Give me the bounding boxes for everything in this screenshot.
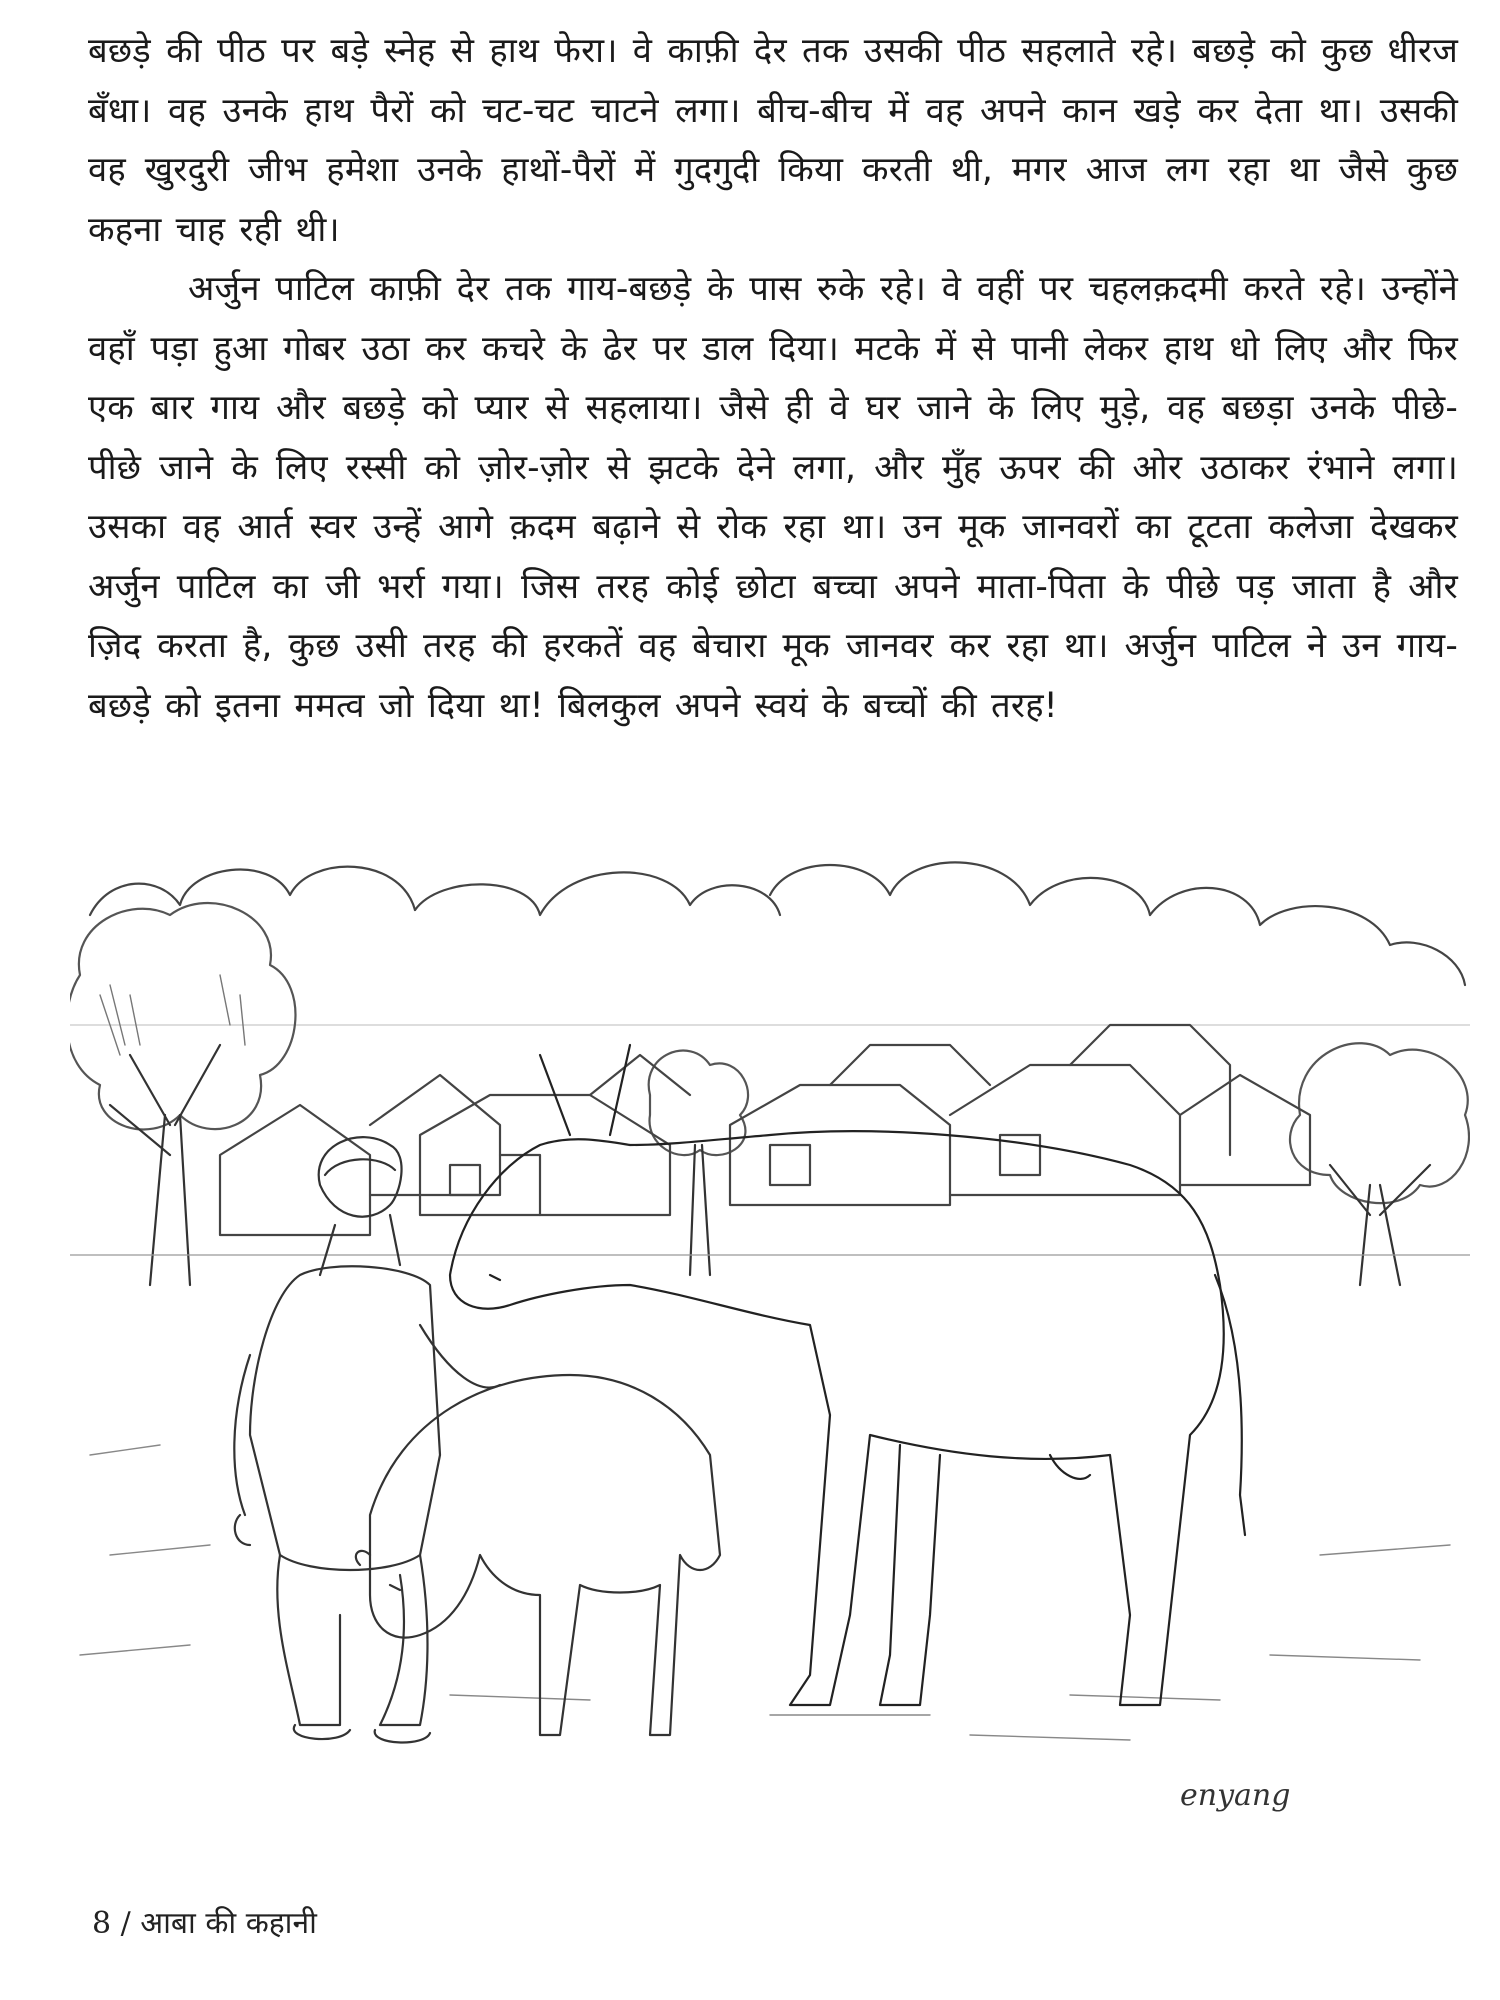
right-tree bbox=[1290, 1043, 1469, 1285]
village-houses bbox=[70, 1025, 1470, 1255]
illustration-signature: enyang bbox=[1180, 1778, 1291, 1813]
ground bbox=[80, 1445, 1450, 1740]
page-footer: 8 / आबा की कहानी bbox=[92, 1906, 317, 1941]
middle-tree bbox=[649, 1051, 748, 1275]
calf-figure bbox=[356, 1375, 720, 1735]
story-text bbox=[88, 22, 1458, 736]
farmer-figure bbox=[234, 1137, 500, 1742]
story-illustration bbox=[70, 855, 1470, 1835]
left-tree bbox=[70, 903, 295, 1285]
paragraph-1: बछड़े की पीठ पर बड़े स्नेह से हाथ फेरा। वे काफ़ी देर तक उसकी पीठ सहलाते रहे। बछड़े को कुछ धीरज बँधा। वह उनके हाथ पैरों को चट-चट चाटने लगा। बीच-बीच में वह अपने कान खड़े कर देता था। उसकी वह खुरदुरी जीभ हमेशा उनके हाथों-पैरों में गुदगुदी किया करती थी, मगर आज लग रहा था जैसे कुछ कहना चाह रही थी। bbox=[88, 31, 1459, 250]
paragraph-2: अर्जुन पाटिल काफ़ी देर तक गाय-बछड़े के पास रुके रहे। वे वहीं पर चहलक़दमी करते रहे। उन्होंने वहाँ पड़ा हुआ गोबर उठा कर कचरे के ढेर पर डाल दिया। मटके में से पानी लेकर हाथ धो लिए और फिर एक बार गाय और बछड़े को प्यार से सहलाया। जैसे ही वे घर जाने के लिए मुड़े, वह बछड़ा उनके पीछे-पीछे जाने के लिए रस्सी को ज़ोर-ज़ोर से झटके देने लगा, और मुँह ऊपर की ओर उठाकर रंभाने लगा। उसका वह आर्त स्वर उन्हें आगे क़दम बढ़ाने से रोक रहा था। उन मूक जानवरों का टूटता कलेजा देखकर अर्जुन पाटिल का जी भर्रा गया। जिस तरह कोई छोटा बच्चा अपने माता-पिता के पीछे पड़ जाता है और ज़िद करता है, कुछ उसी तरह की हरकतें वह बेचारा मूक जानवर कर रहा था। अर्जुन पाटिल ने उन गाय-बछड़े को इतना ममत्व जो दिया था! बिलकुल अपने स्वयं के बच्चों की तरह! bbox=[88, 269, 1458, 726]
clouds bbox=[70, 862, 1470, 1025]
